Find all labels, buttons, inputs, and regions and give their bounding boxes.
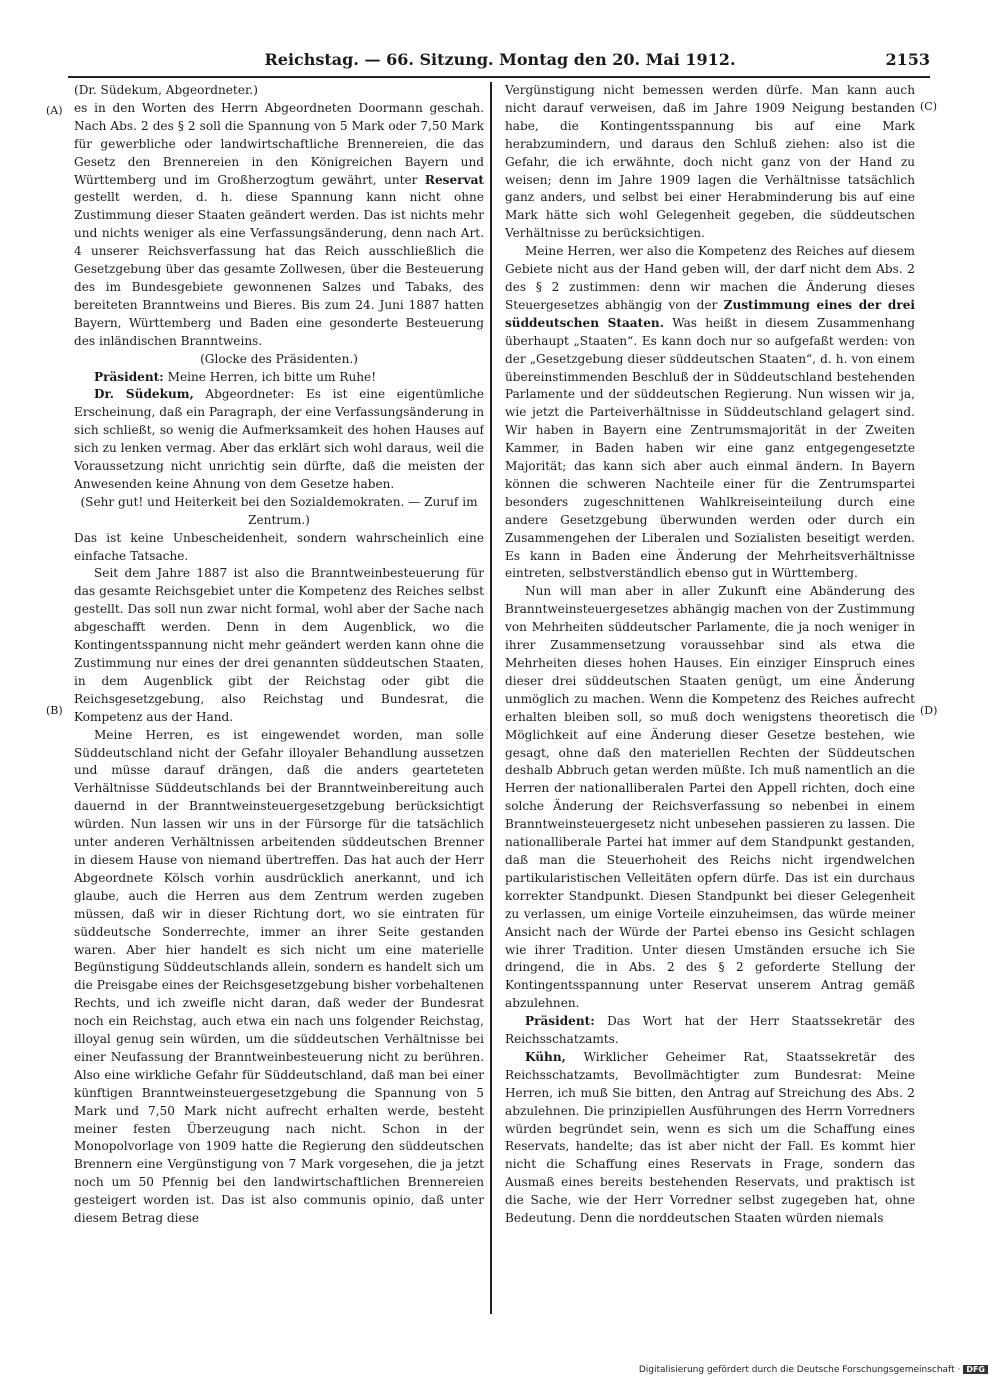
page-header [70,50,930,74]
credit-text: Digitalisierung gefördert durch die Deutsche Forschungsgemeinschaft · [638,1365,961,1375]
paragraph: Meine Herren, es ist eingewendet worden, man solle Süddeutschland nicht der Gefahr illoyaler Behandlung aussetzen und müsse darauf drängen, daß die anders gearteteten Verhältnisse Süddeutschlands bei der Branntweinbereitung auch dauernd in der Branntweinsteuergesetzgebung berücksichtigt würden. Nun lassen wir uns in der Fürsorge für die tatsächlich unter anderen Verhältnissen arbeitenden süddeutschen Brenner in diesem Hause von niemand übertreffen. Das hat auch der Herr Abgeordnete Kölsch vorhin ausdrücklich anerkannt, und ich glaube, auch die Herren aus dem Zentrum werden zugeben müssen, daß wir in dieser Richtung dort, wo sie eintraten für süddeutsche Sonderrechte, immer an ihrer Seite gestanden waren. Aber hier handelt es sich nicht um eine materielle Begünstigung Süddeutschlands allein, sondern es handelt sich um die Preisgabe eines der Reichsgesetzgebung bisher vorbehaltenen Rechts, und ich zweifle nicht daran, daß weder der Bundesrat noch ein Reichstag, auch etwa ein nach uns folgender Reichstag, illoyal genug sein würden, um die süddeutschen Verhältnisse bei einer Neufassung der Branntweinbesteuerung nicht zu berühren. Also eine wirkliche Gefahr für Süddeutschland, daß man bei einer künftigen Branntweinsteuergesetzgebung die Spannung von 5 Mark und 7,50 Mark nicht aufrecht erhalten werde, besteht meiner festen Überzeugung nach nicht. Schon in der Monopolvorlage von 1909 hatte die Regierung den süddeutschen Brennern eine Vergünstigung von 7 Mark vorgesehen, die ja jetzt noch um 50 Pfennig bei den landwirtschaftlichen Brennereien gesteigert worden ist. Das ist also communis opinio, daß unter diesem Betrag diese [74,727,484,1226]
speaker-name: Dr. Südekum, [94,387,194,402]
speaker-name: Präsident: [94,369,164,384]
running-title: Reichstag. — 66. Sitzung. Montag den 20. Mai 1912. [264,50,736,69]
margin-sigil-b: (B) [46,704,63,717]
paragraph: Nun will man aber in aller Zukunft eine Abänderung des Branntweinsteuergesetzes abhängig machen von der Zustimmung von Mehrheiten süddeutscher Parlamente, die ja noch weniger in ihrer Zusammensetzung voraussehbar sind als etwa die Mehrheiten dieses hohen Hauses. Ein einziger Einspruch eines dieser drei süddeutschen Staaten genügt, um eine Änderung unmöglich zu machen. Wenn die Kompetenz des Reiches aufrecht erhalten bleiben soll, so muß doch wenigstens theoretisch die Möglichkeit auf eine Änderung dieser Gesetze bestehen, wie gesagt, ohne daß den materiellen Rechten der Süddeutschen deshalb Abbruch getan werden müßte. Ich muß namentlich an die Herren der nationalliberalen Partei den Appell richten, doch eine solche Änderung der Reichsverfassung so nebenbei in einem Branntweinsteuergesetz nicht unbesehen passieren zu lassen. Die nationalliberale Partei hat immer auf dem Standpunkt gestanden, daß man die Steuerhoheit des Reichs nicht irgendwelchen partikularistischen Velleitäten opfern dürfe. Das ist ein durchaus korrekter Standpunkt. Diesen Standpunkt bei dieser Gelegenheit zu verlassen, um einige Vorteile einzuheimsen, das würde meiner Ansicht nach der Würde der Partei ebenso ins Gesicht schlagen wie ihrer Tradition. Unter diesen Umständen ersuche ich Sie dringend, die in Abs. 2 des § 2 geforderte Stellung der Kontingentsspannung unter Reservat unserem Antrag gemäß abzulehnen. [505,584,915,1011]
digitization-credit [639,1365,988,1375]
right-column [505,82,915,1314]
paragraph [505,1049,915,1228]
paragraph [505,243,915,583]
margin-sigil-c: (C) [920,100,937,113]
text-run: Wirklicher Geheimer Rat, Staatssekretär des Reichsschatzamts, Bevollmächtigter zum Bundesrat: Meine Herren, ich muß Sie bitten, den Antrag auf Streichung des Abs. 2 abzulehnen. Die prinzipiellen Ausführungen des Herrn Vorredners würden begründet sein, wenn es sich um die Schaffung eines Reservats, handelte; das ist aber nicht der Fall. Es kommt hier nicht die Schaffung eines Reservats in Frage, sondern das Ausmaß eines bereits bestehenden Reservats, und praktisch ist die Sache, wie der Herr Vorredner selbst zugegeben hat, ohne Bedeutung. Denn die norddeutschen Staaten würden niemals [505,1049,915,1226]
paragraph: Vergünstigung nicht bemessen werden dürfe. Man kann auch nicht darauf verweisen, daß im Jahre 1909 Neigung bestanden habe, die Kontingentsspannung bis auf eine Mark herabzumindern, und daraus den Schluß ziehen: also ist die Gefahr, die ich erwähnte, doch nicht ganz von der Hand zu weisen; denn im Jahre 1909 lagen die Verhältnisse tatsächlich ganz anders, und selbst bei einer Herabminderung bis auf eine Mark hätte sich wohl Gelegenheit gegeben, die süddeutschen Verhältnisse zu berücksichtigen. [505,83,915,241]
text-run: Was heißt in diesem Zusammenhang überhaupt „Staaten“. Es kann doch nur so aufgefaßt werden: von der „Gesetzgebung dieser süddeutschen Staaten“, d. h. von einem übereinstimmenden Beschluß der in Süddeutschland bestehenden Parlamente und der süddeutschen Regierung. Nun wissen wir ja, wie jetzt die Parteiverhältnisse in Süddeutschland gelagert sind. Wir haben in Bayern eine Zentrumsmajorität in der Zweiten Kammer, in Baden haben wir eine ganz entgegengesetzte Majorität; das kann sich aber auch einmal ändern. In Bayern können die schweren Nachteile einer für die Zentrumspartei besonders zugeschnittenen Wahlkreiseinteilung durch eine andere Gesetzgebung überwunden werden oder durch ein Zusammengehen der Liberalen und Sozialisten beseitigt werden. Es kann in Baden eine Änderung der Mehrheitsverhältnisse eintreten, selbstverständlich ebenso gut in Württemberg. [505,315,915,581]
text-run: Meine Herren, wer also die Kompetenz des Reiches auf diesem Gebiete nicht aus der Hand geben will, der darf nicht dem Abs. 2 des § 2 zustimmen: denn wir machen die Änderung dieses Steuergesetzes abhängig von der [505,244,915,312]
text-run: Das Wort hat der Herr Staatssekretär des Reichsschatzamts. [505,1014,915,1047]
stage-direction: (Glocke des Präsidenten.) [200,351,358,366]
paragraph [505,1013,915,1049]
text-run: Abgeordneter: Es ist eine eigentümliche Erscheinung, daß ein Paragraph, der eine Verfassungsänderung in sich schließt, so wenig die Aufmerksamkeit des hohen Hauses auf sich zu lenken vermag. Aber das erklärt sich wohl daraus, weil die Voraussetzung nicht unrichtig sein dürfte, daß die meisten der Anwesenden keine Ahnung von dem Gesetze haben. [74,387,484,491]
column-divider [490,82,492,1314]
emphasis: Reservat [424,172,484,187]
speaker-name: Kühn, [525,1049,566,1064]
paragraph: Das ist keine Unbescheidenheit, sondern wahrscheinlich eine einfache Tatsache. [74,530,484,563]
dfg-logo-icon: DFG [963,1365,988,1374]
stage-direction: (Sehr gut! und Heiterkeit bei den Sozialdemokraten. — Zuruf im Zentrum.) [80,494,478,527]
paragraph [74,386,484,493]
paragraph [74,369,484,387]
speaker-name: Präsident: [525,1014,595,1029]
paragraph [74,100,484,351]
header-rule [68,76,930,78]
emphasis: Zustimmung eines der drei süddeutschen Staaten. [505,297,915,330]
margin-sigil-d: (D) [920,704,938,717]
text-run: es in den Worten des Herrn Abgeordneten Doormann geschah. Nach Abs. 2 des § 2 soll die Spannung von 5 Mark oder 7,50 Mark für gewerbliche oder landwirtschaftliche Brennereien, die das Gesetz den Brennereien in den Königreichen Bayern und Württemberg und im Großherzogtum gewährt, unter [74,100,484,187]
text-run: gestellt werden, d. h. diese Spannung kann nicht ohne Zustimmung dieser Staaten geändert werden. Das ist nichts mehr und nichts weniger als eine Verfassungsänderung, denn nach Art. 4 unserer Reichsverfassung hat das Reich ausschließlich die Gesetzgebung über das gesamte Zollwesen, über die Besteuerung des im Bundesgebiete gewonnenen Salzes und Tabaks, des bereiteten Branntweins und Bieres. Bis zum 24. Juni 1887 hatten Bayern, Württemberg und Baden eine gesonderte Besteuerung des inländischen Branntweins. [74,190,484,348]
left-column [74,82,484,1314]
page-number: 2153 [885,50,930,69]
text-run: Meine Herren, ich bitte um Ruhe! [167,369,377,384]
paragraph: Seit dem Jahre 1887 ist also die Branntweinbesteuerung für das gesamte Reichsgebiet unter die Kompetenz des Reiches selbst gestellt. Das soll nun zwar nicht formal, wohl aber der Sache nach abgeschafft werden. Denn in dem Augenblick, wo die Kontingentsspannung nicht mehr geändert werden kann ohne die Zustimmung nur eines der drei genannten süddeutschen Staaten, in dem Augenblick gibt der Reichstag oder gibt die Reichsgesetzgebung, also Reichstag und Bundesrat, die Kompetenz aus der Hand. [74,566,484,724]
speaker-tag: (Dr. Südekum, Abgeordneter.) [74,83,258,97]
margin-sigil-a: (A) [46,104,63,117]
